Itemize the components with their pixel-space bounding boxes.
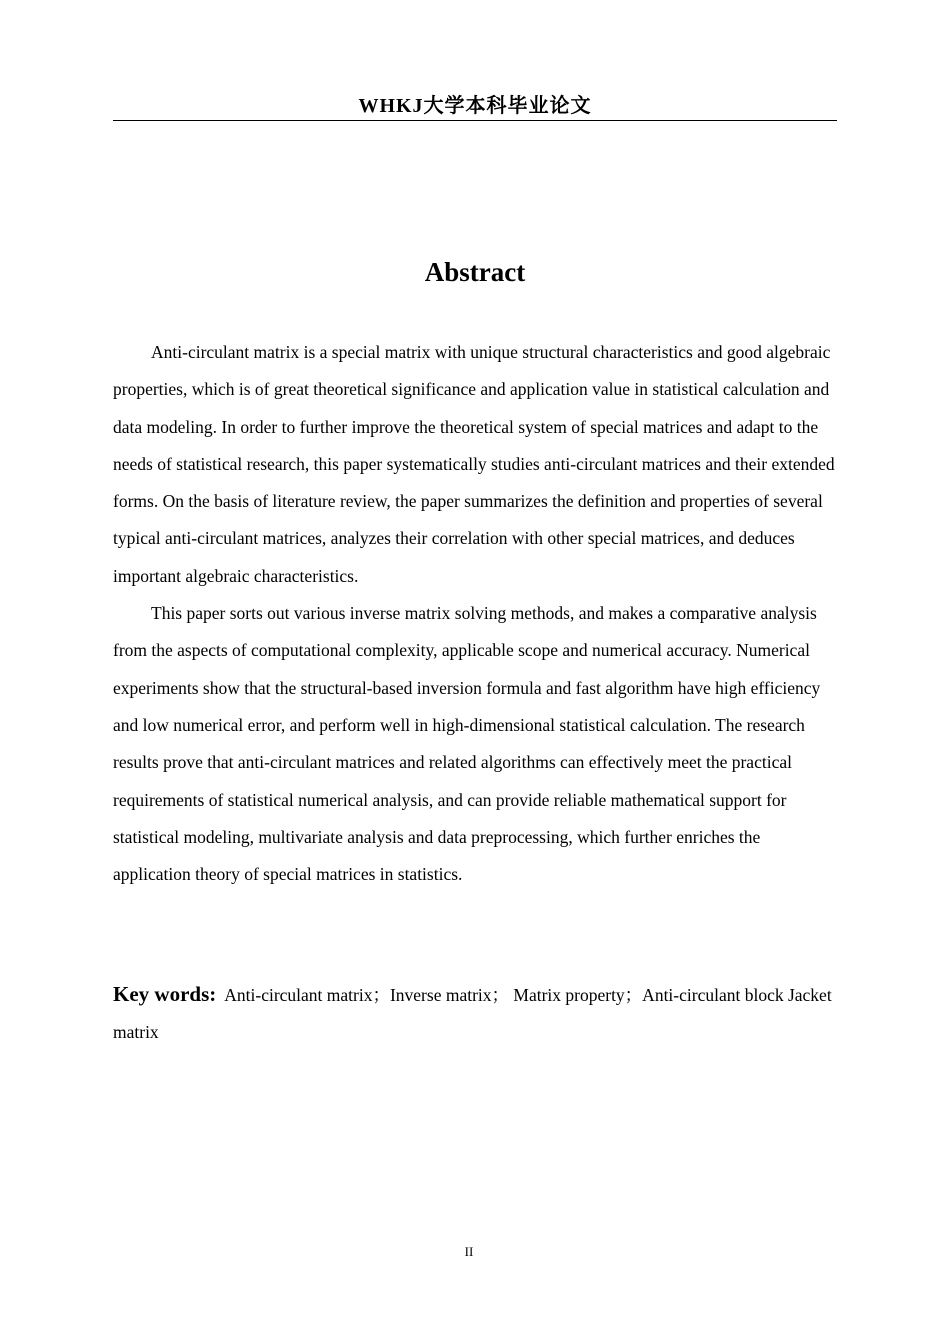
abstract-title: Abstract	[424, 257, 526, 287]
running-header	[113, 92, 837, 121]
abstract-paragraph-2: This paper sorts out various inverse matrix solving methods, and makes a comparative analysis from the aspects of computational complexity, applicable scope and numerical accuracy. Numerical experiments show that the structural-based inversion formula and fast algorithm have high efficiency and low numerical error, and perform well in high-dimensional statistical calculation. The research results prove that anti-circulant matrices and related algorithms can effectively meet the practical requirements of statistical numerical analysis, and can provide reliable mathematical support for statistical modeling, multivariate analysis and data preprocessing, which further enriches the application theory of special matrices in statistics.	[113, 603, 821, 885]
keywords-section	[113, 976, 837, 1051]
abstract-body	[113, 334, 837, 893]
page-number: II	[464, 1244, 474, 1259]
header-title: WHKJ大学本科毕业论文	[358, 95, 592, 117]
keywords-label: Key words:	[113, 982, 217, 1006]
abstract-paragraph-1: Anti-circulant matrix is a special matrix with unique structural characteristics and good algebraic properties, which is of great theoretical significance and application value in statistical calculation and data modeling. In order to further improve the theoretical system of special matrices and adapt to the needs of statistical research, this paper systematically studies anti-circulant matrices and their extended forms. On the basis of literature review, the paper summarizes the definition and properties of several typical anti-circulant matrices, analyzes their correlation with other special matrices, and deduces important algebraic characteristics.	[113, 342, 835, 586]
keywords-text: Anti-circulant matrix；Inverse matrix； Matrix property；Anti-circulant block Jacket matrix	[113, 985, 832, 1042]
